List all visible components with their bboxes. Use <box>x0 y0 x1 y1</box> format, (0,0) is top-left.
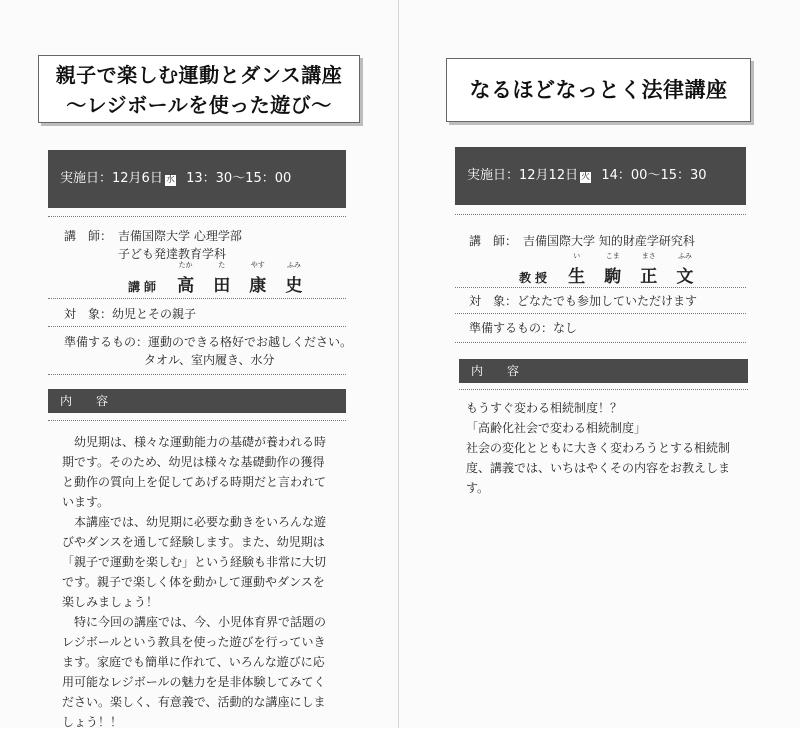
body-line: 特に今回の講座では、今、小児体育界で話題の <box>74 615 327 629</box>
left-date-time: 13：30〜15：00 <box>186 171 292 186</box>
body-line: びやダンスを通して経験します。また、幼児期は <box>62 535 325 549</box>
body-line: もうすぐ変わる相続制度！？ <box>466 401 623 415</box>
right-date-prefix: 実施日：12月12日 <box>467 168 579 183</box>
right-name-char: ふみ 文 <box>676 252 694 287</box>
left-lecturer-title: 講師 <box>128 280 161 294</box>
right-prep: 準備するもの：なし <box>469 321 578 335</box>
left-prep-line2: タオル、室内履き、水分 <box>144 353 275 367</box>
right-lecturer-label: 講 師： <box>469 234 518 248</box>
divider <box>48 216 346 217</box>
body-line: 用可能なレジボールの魅力を是非体験してみてく <box>62 675 326 689</box>
left-lecturer-affiliation2: 子ども発達教育学科 <box>118 247 227 261</box>
left-prep-line1: 準備するもの：運動のできる格好でお越しください。 <box>64 335 353 349</box>
left-body-text <box>62 432 348 732</box>
left-title-line2: 〜レジボールを使った遊び〜 <box>66 93 332 117</box>
divider <box>48 420 346 421</box>
divider <box>48 326 346 327</box>
divider <box>455 342 746 343</box>
body-line: ださい。楽しく、有意義で、活動的な講座にしま <box>62 695 326 709</box>
left-flyer-panel <box>0 0 399 728</box>
body-line: レジボールという教具を使った遊びを行っていき <box>62 635 326 649</box>
body-line: 社会の変化とともに大きく変わろうとする相続制 <box>466 441 731 455</box>
right-date-time: 14：00〜15：30 <box>601 168 707 183</box>
body-line: しょう！！ <box>62 715 123 729</box>
left-name-char: ふみ 史 <box>285 261 303 296</box>
right-course-title: なるほどなっとく法律講座 <box>446 58 751 122</box>
right-lecturer-title: 教授 <box>519 271 552 285</box>
left-course-title <box>38 55 360 123</box>
right-date-bar <box>455 147 746 205</box>
left-date-bar <box>48 150 346 208</box>
body-line: 度、講義では、いちはやくその内容をお教えしま <box>466 461 731 475</box>
body-line: 期です。そのため、幼児は様々な基礎動作の獲得 <box>62 455 325 469</box>
left-name-char: たか 高 <box>177 261 195 296</box>
right-lecturer-name-row <box>519 252 707 287</box>
body-line: 本講座では、幼児期に必要な動きをいろんな遊 <box>74 515 327 529</box>
right-weekday-badge: 火 <box>581 172 591 182</box>
body-line: す。 <box>466 481 490 495</box>
divider <box>455 313 746 314</box>
left-lecturer-affiliation1: 吉備国際大学 心理学部 <box>118 229 242 243</box>
right-body-text <box>466 398 750 498</box>
right-target: 対 象：どなたでも参加していただけます <box>469 294 698 308</box>
divider <box>48 298 346 299</box>
body-line: です。親子で楽しく体を動かして運動やダンスを <box>62 575 325 589</box>
divider <box>455 214 746 215</box>
body-line: と動作の質向上を促してあげる時期だと言われて <box>62 475 327 489</box>
body-line: います。 <box>62 495 110 509</box>
left-lecturer-label: 講 師： <box>64 229 113 243</box>
left-target: 対 象：幼児とその親子 <box>64 307 197 321</box>
left-weekday-badge: 水 <box>165 175 175 185</box>
left-section-header: 内 容 <box>48 389 346 413</box>
divider <box>48 374 346 375</box>
left-name-char: やす 康 <box>249 261 267 296</box>
divider <box>459 389 748 390</box>
left-lecturer-name-row <box>128 261 316 296</box>
right-name-char: い 生 <box>568 252 586 287</box>
body-line: 幼児期は、様々な運動能力の基礎が養われる時 <box>74 435 327 449</box>
right-lecturer-affiliation: 吉備国際大学 知的財産学研究科 <box>523 234 695 248</box>
right-name-char: まさ 正 <box>640 252 658 287</box>
right-section-header: 内 容 <box>459 359 748 383</box>
body-line: ます。家庭でも簡単に作れて、いろんな遊びに応 <box>62 655 325 669</box>
left-date-prefix: 実施日：12月6日 <box>60 171 163 186</box>
body-line: 「高齢化社会で変わる相続制度」 <box>466 421 647 435</box>
body-line: 楽しみましょう！ <box>62 595 159 609</box>
right-name-char: こま 駒 <box>604 252 622 287</box>
left-title-line1: 親子で楽しむ運動とダンス講座 <box>55 63 343 87</box>
divider <box>455 287 746 288</box>
body-line: 「親子で運動を楽しむ」という経験も非常に大切 <box>62 555 327 569</box>
left-name-char: た 田 <box>213 261 231 296</box>
